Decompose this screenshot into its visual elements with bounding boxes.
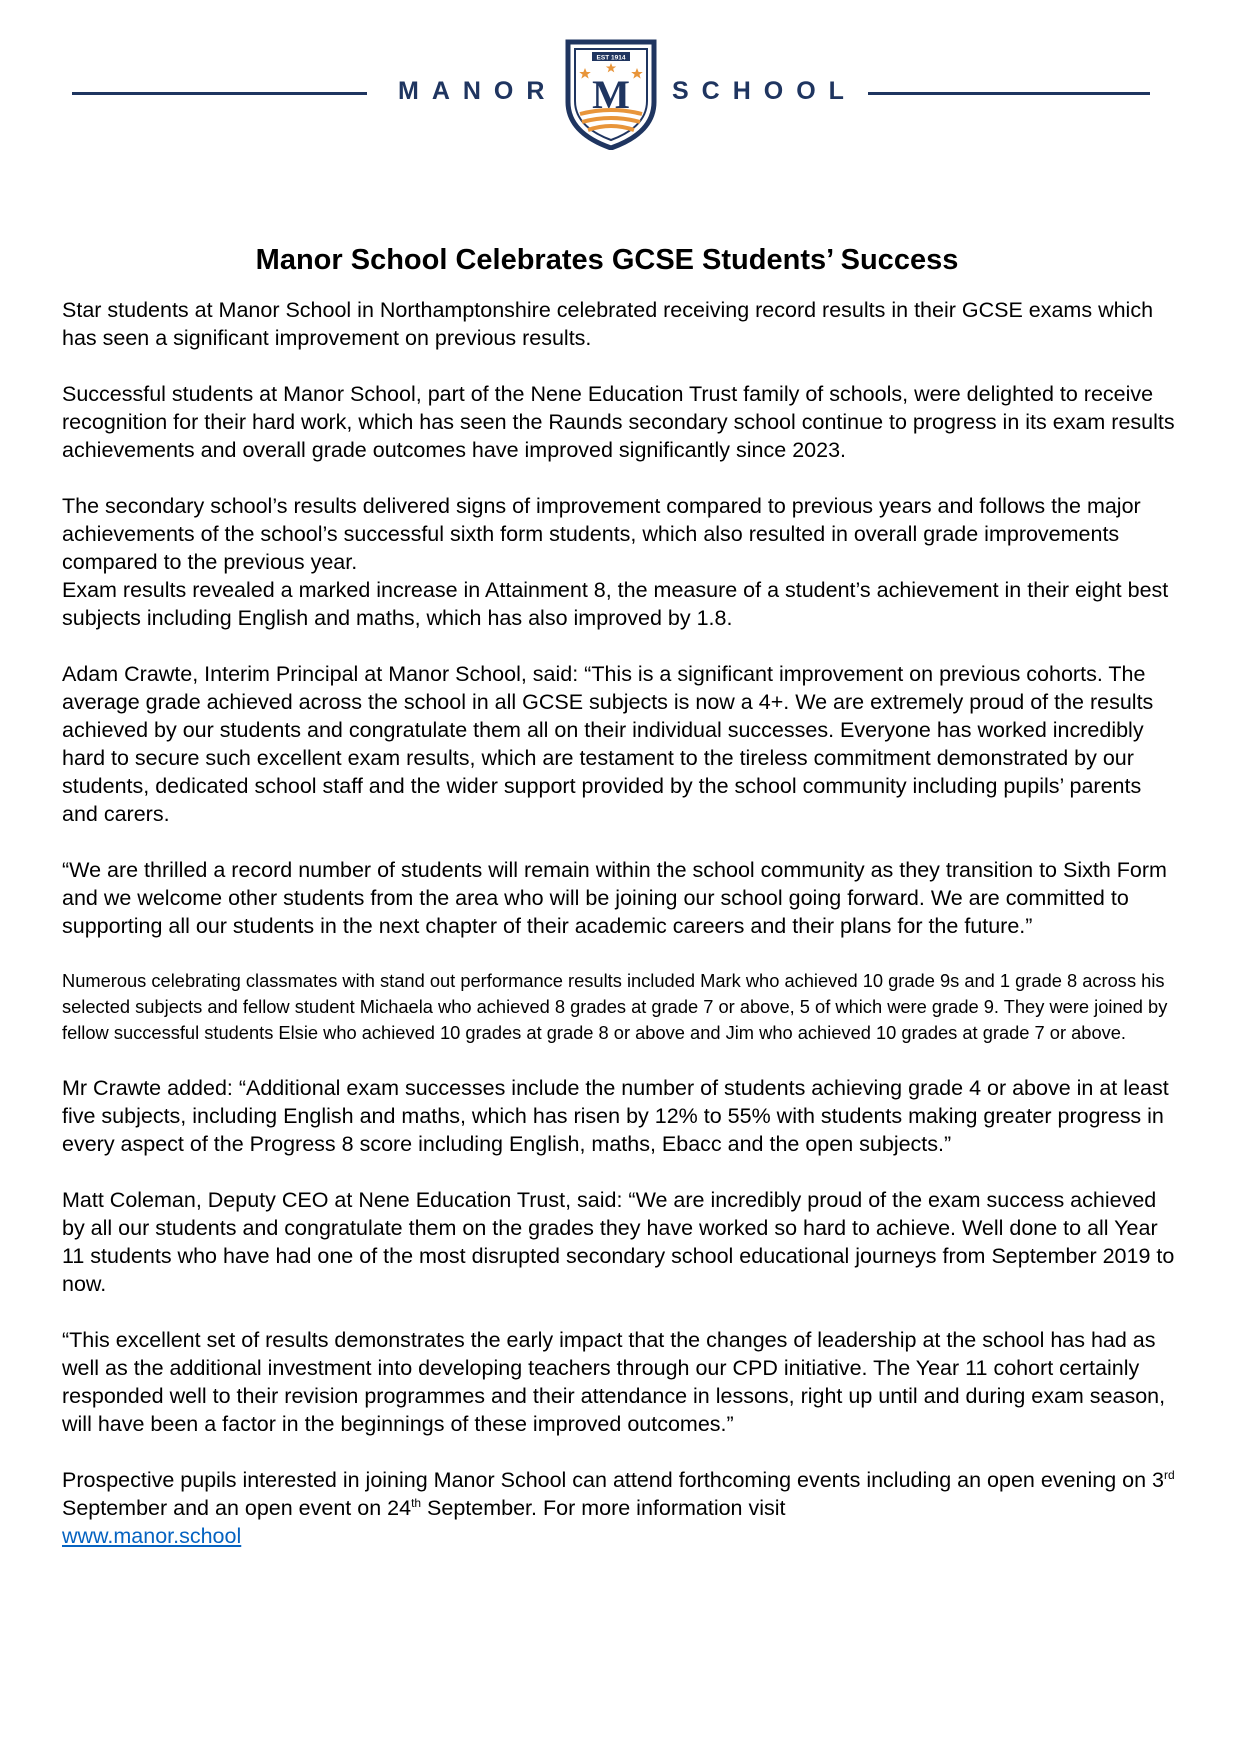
press-release-body <box>62 242 1182 1550</box>
paragraph-additional-successes: Mr Crawte added: “Additional exam successes include the number of students achieving grade 4 or above in at least five subjects, including English and maths, which has risen by 12% to 55% with students making greater progress in every aspect of the Progress 8 score including English, maths, Ebacc and the open subjects.” <box>62 1076 1169 1156</box>
paragraph-principal-quote: Adam Crawte, Interim Principal at Manor School, said: “This is a significant improvement on previous cohorts. The average grade achieved across the school in all GCSE subjects is now a 4+. We are extremely proud of the results achieved by our students and congratulate them all on their individual successes. Everyone has worked incredibly hard to secure such excellent exam results, which are testament to the tireless commitment demonstrated by our students, dedicated school staff and the wider support provided by the school community including pupils’ parents and carers. <box>62 662 1154 826</box>
paragraph-intro: Star students at Manor School in Northamptonshire celebrated receiving record results in their GCSE exams which has seen a significant improvement on previous results. <box>62 298 1154 350</box>
header-rule-left <box>72 92 367 95</box>
paragraph-trust-quote: Matt Coleman, Deputy CEO at Nene Education Trust, said: “We are incredibly proud of the exam success achieved by all our students and congratulate them on the grades they have worked so hard to achieve. Well done to all Year 11 students who have had one of the most disrupted secondary school educational journeys from September 2019 to now. <box>62 1188 1175 1296</box>
paragraph-attainment: Exam results revealed a marked increase in Attainment 8, the measure of a student’s achievement in their eight best subjects including English and maths, which has also improved by 1.8. <box>62 578 1169 630</box>
school-website-link[interactable]: www.manor.school <box>62 1524 242 1548</box>
paragraph-recognition: Successful students at Manor School, part of the Nene Education Trust family of schools, were delighted to receive recognition for their hard work, which has seen the Raunds secondary school continue to progress in its exam results achievements and overall grade outcomes have improved significantly since 2023. <box>62 382 1175 462</box>
paragraph-sixth-form: The secondary school’s results delivered signs of improvement compared to previous years and follows the major achievements of the school’s successful sixth form students, which also resulted in overall grade improvements compared to the previous year. <box>62 494 1141 574</box>
ordinal-suffix: th <box>411 1495 422 1510</box>
paragraph-cpd-quote: “This excellent set of results demonstrates the early impact that the changes of leadership at the school has had as well as the additional investment into developing teachers through our CPD initiative. The Year 11 cohort certainly responded well to their revision programmes and their attendance in lessons, right up until and during exam season, will have been a factor in the beginnings of these improved outcomes.” <box>62 1328 1166 1436</box>
wordmark-manor: MANOR <box>398 77 558 105</box>
header-rule-right <box>868 92 1150 95</box>
crest-letter: M <box>592 72 630 117</box>
open-events-text: September. For more information visit <box>421 1496 786 1520</box>
open-events-text: September and an open event on 24 <box>62 1496 412 1520</box>
paragraph-open-events <box>62 1466 1182 1550</box>
letterhead <box>0 0 1250 160</box>
paragraph-sixth-form-quote: “We are thrilled a record number of students will remain within the school community as they transition to Sixth Form and we welcome other students from the area who will be joining our school going forward. We are committed to supporting all our students in the next chapter of their academic careers and their plans for the future.” <box>62 858 1167 938</box>
article-title: Manor School Celebrates GCSE Students’ Success <box>255 244 959 276</box>
open-events-text: Prospective pupils interested in joining Manor School can attend forthcoming events including an open evening on 3 <box>62 1468 1164 1492</box>
wordmark-school: SCHOOL <box>672 77 857 105</box>
ordinal-suffix: rd <box>1163 1467 1175 1482</box>
paragraph-student-results: Numerous celebrating classmates with stand out performance results included Mark who achieved 10 grade 9s and 1 grade 8 across his selected subjects and fellow student Michaela who achieved 8 grades at grade 7 or above, 5 of which were grade 9. They were joined by fellow successful students Elsie who achieved 10 grades at grade 8 or above and Jim who achieved 10 grades at grade 7 or above. <box>62 970 1168 1043</box>
school-crest-logo <box>564 36 658 150</box>
crest-est-label: EST 1914 <box>596 54 626 62</box>
